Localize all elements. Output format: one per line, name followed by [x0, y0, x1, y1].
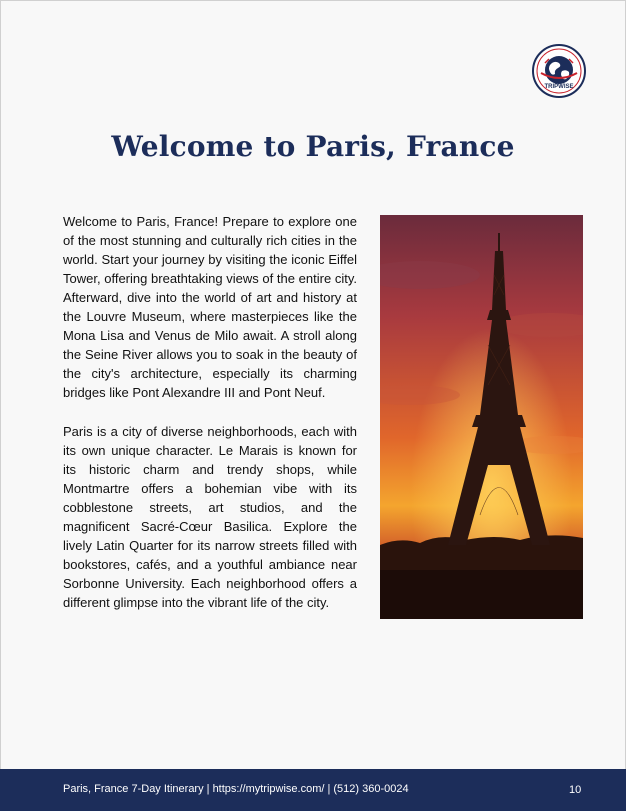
tripwise-logo: [531, 43, 587, 99]
logo-brand-text: TRIPWISE: [544, 84, 574, 90]
page-number: 10: [569, 784, 582, 796]
intro-paragraph: Welcome to Paris, France! Prepare to explore one of the most stunning and culturally rich cities in the world. Start your journey by visiting the iconic Eiffel Tower, offering breathtaking views of the entire city. Afterward, dive into the world of art and history at the Louvre Museum, where masterpieces like the Mona Lisa and Venus de Milo await. A stroll along the Seine River allows you to soak in the beauty of the city's architecture, especially its charming bridges like Pont Alexandre III and Pont Neuf.: [63, 214, 357, 400]
page-title: Welcome to Paris, France: [111, 130, 515, 163]
footer: [0, 769, 626, 811]
globe-logo-icon: [531, 43, 587, 99]
eiffel-tower-photo: [380, 215, 583, 619]
body-text: [63, 212, 357, 632]
footer-contact-text: Paris, France 7-Day Itinerary | https://mytripwise.com/ | (512) 360-0024: [63, 783, 409, 795]
neighborhoods-paragraph: Paris is a city of diverse neighborhoods, each with its own unique character. Le Marais is known for its historic charm and trendy shops, while Montmartre offers a bohemian vibe with its cobblestone streets, art studios, and the magnificent Sacré-Cœur Basilica. Explore the lively Latin Quarter for its narrow streets filled with bookstores, cafés, and a youthful ambiance near Sorbonne University. Each neighborhood offers a different glimpse into the vibrant life of the city.: [63, 424, 357, 610]
eiffel-tower-icon: [380, 215, 583, 619]
